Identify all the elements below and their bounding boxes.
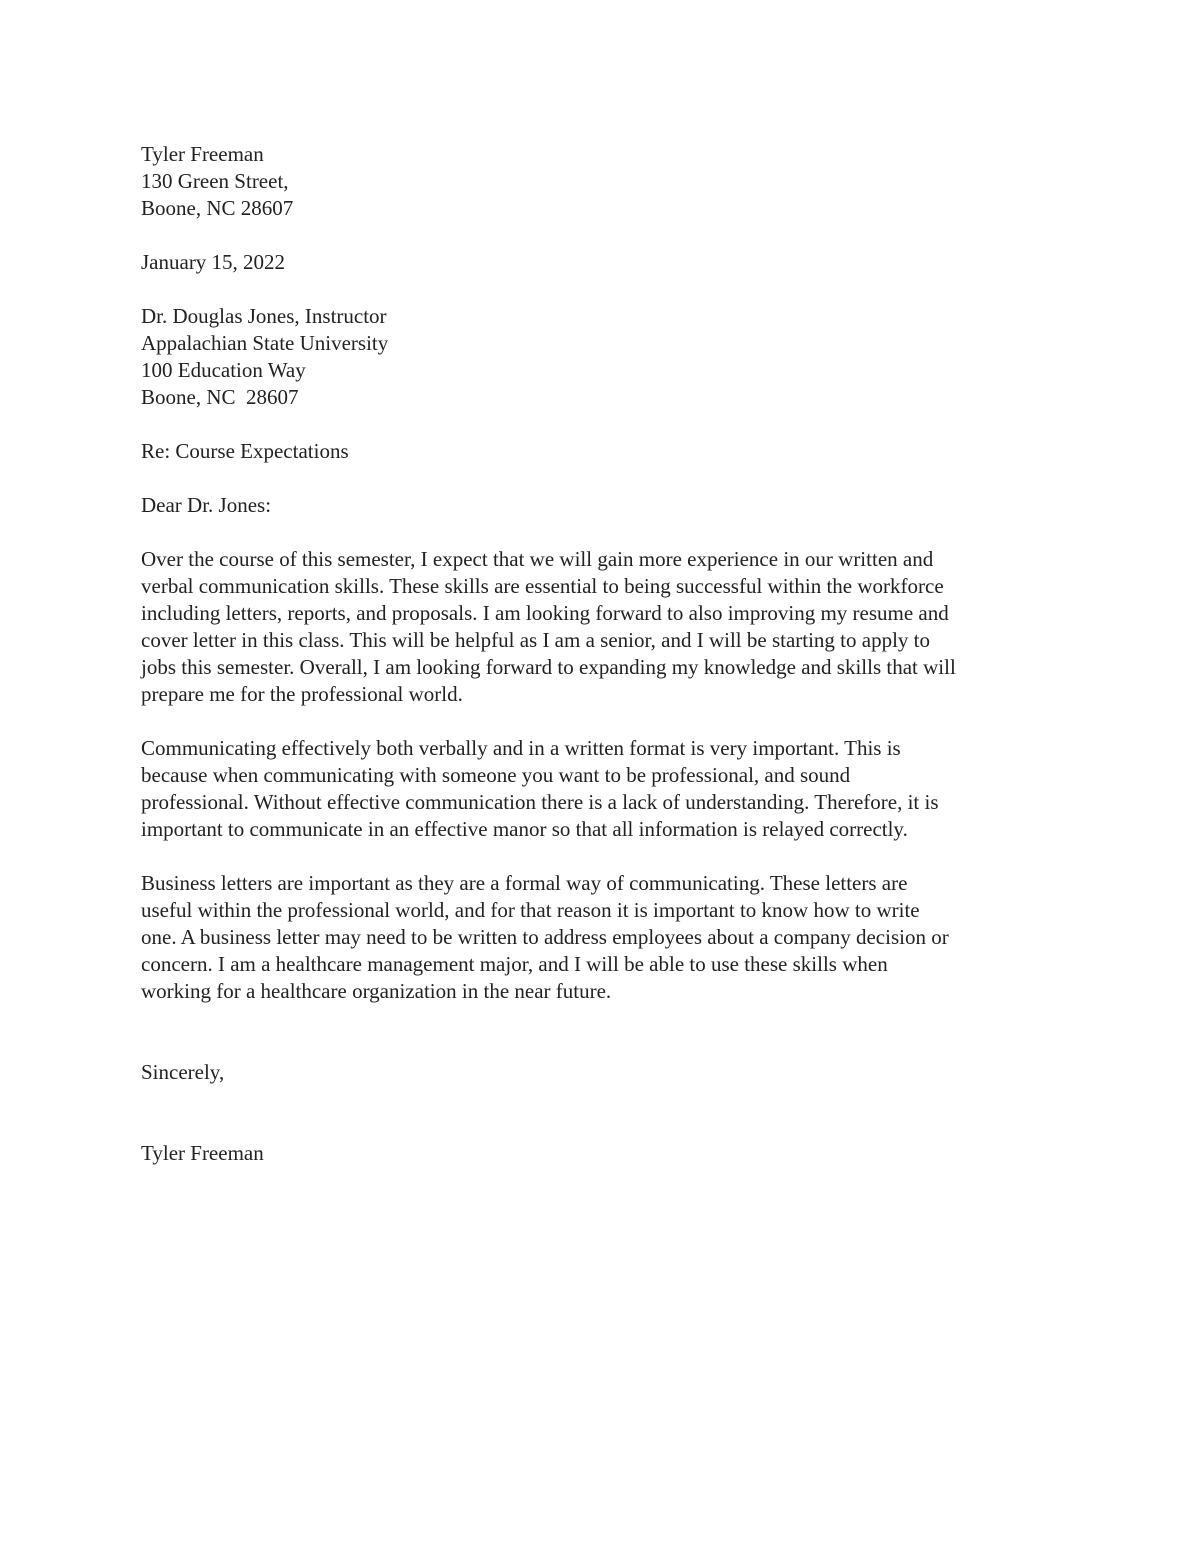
sender-address [141,141,1071,222]
paragraph-line: Communicating effectively both verbally and in a written format is very important. This is [141,736,901,760]
body-paragraph-1 [141,546,1071,708]
paragraph-line: important to communicate in an effective manor so that all information is relayed correctly. [141,817,908,841]
paragraph-line: one. A business letter may need to be written to address employees about a company decision or [141,925,949,949]
salutation-block [141,492,1071,519]
sender-street: 130 Green Street, [141,169,289,193]
paragraph-line: professional. Without effective communication there is a lack of understanding. Therefore, it is [141,790,939,814]
closing: Sincerely, [141,1060,225,1084]
recipient-organization: Appalachian State University [141,331,389,355]
closing-block [141,1059,1071,1086]
sender-name: Tyler Freeman [141,142,264,166]
recipient-address [141,303,1071,411]
paragraph-line: because when communicating with someone you want to be professional, and sound [141,763,851,787]
signature-block [141,1140,1071,1167]
paragraph-line: useful within the professional world, and for that reason it is important to know how to write [141,898,920,922]
letter-date-block [141,249,1071,276]
paragraph-line: Over the course of this semester, I expect that we will gain more experience in our written and [141,547,934,571]
paragraph-line: cover letter in this class. This will be helpful as I am a senior, and I will be starting to apply to [141,628,931,652]
body-paragraph-3 [141,870,1071,1005]
recipient-city-state-zip: Boone, NC 28607 [141,385,299,409]
letter-content [141,141,1071,1194]
paragraph-line: verbal communication skills. These skills are essential to being successful within the workforce [141,574,944,598]
recipient-street: 100 Education Way [141,358,306,382]
paragraph-line: including letters, reports, and proposals. I am looking forward to also improving my resume and [141,601,949,625]
subject-block [141,438,1071,465]
paragraph-line: concern. I am a healthcare management major, and I will be able to use these skills when [141,952,888,976]
letter-date: January 15, 2022 [141,250,286,274]
body-paragraph-2 [141,735,1071,843]
paragraph-line: prepare me for the professional world. [141,682,463,706]
subject-line: Re: Course Expectations [141,439,349,463]
sender-city-state-zip: Boone, NC 28607 [141,196,294,220]
paragraph-line: working for a healthcare organization in the near future. [141,979,612,1003]
signature-name: Tyler Freeman [141,1141,264,1165]
salutation: Dear Dr. Jones: [141,493,272,517]
paragraph-line: Business letters are important as they are a formal way of communicating. These letters are [141,871,908,895]
paragraph-line: jobs this semester. Overall, I am looking forward to expanding my knowledge and skills that will [141,655,956,679]
recipient-name-title: Dr. Douglas Jones, Instructor [141,304,387,328]
